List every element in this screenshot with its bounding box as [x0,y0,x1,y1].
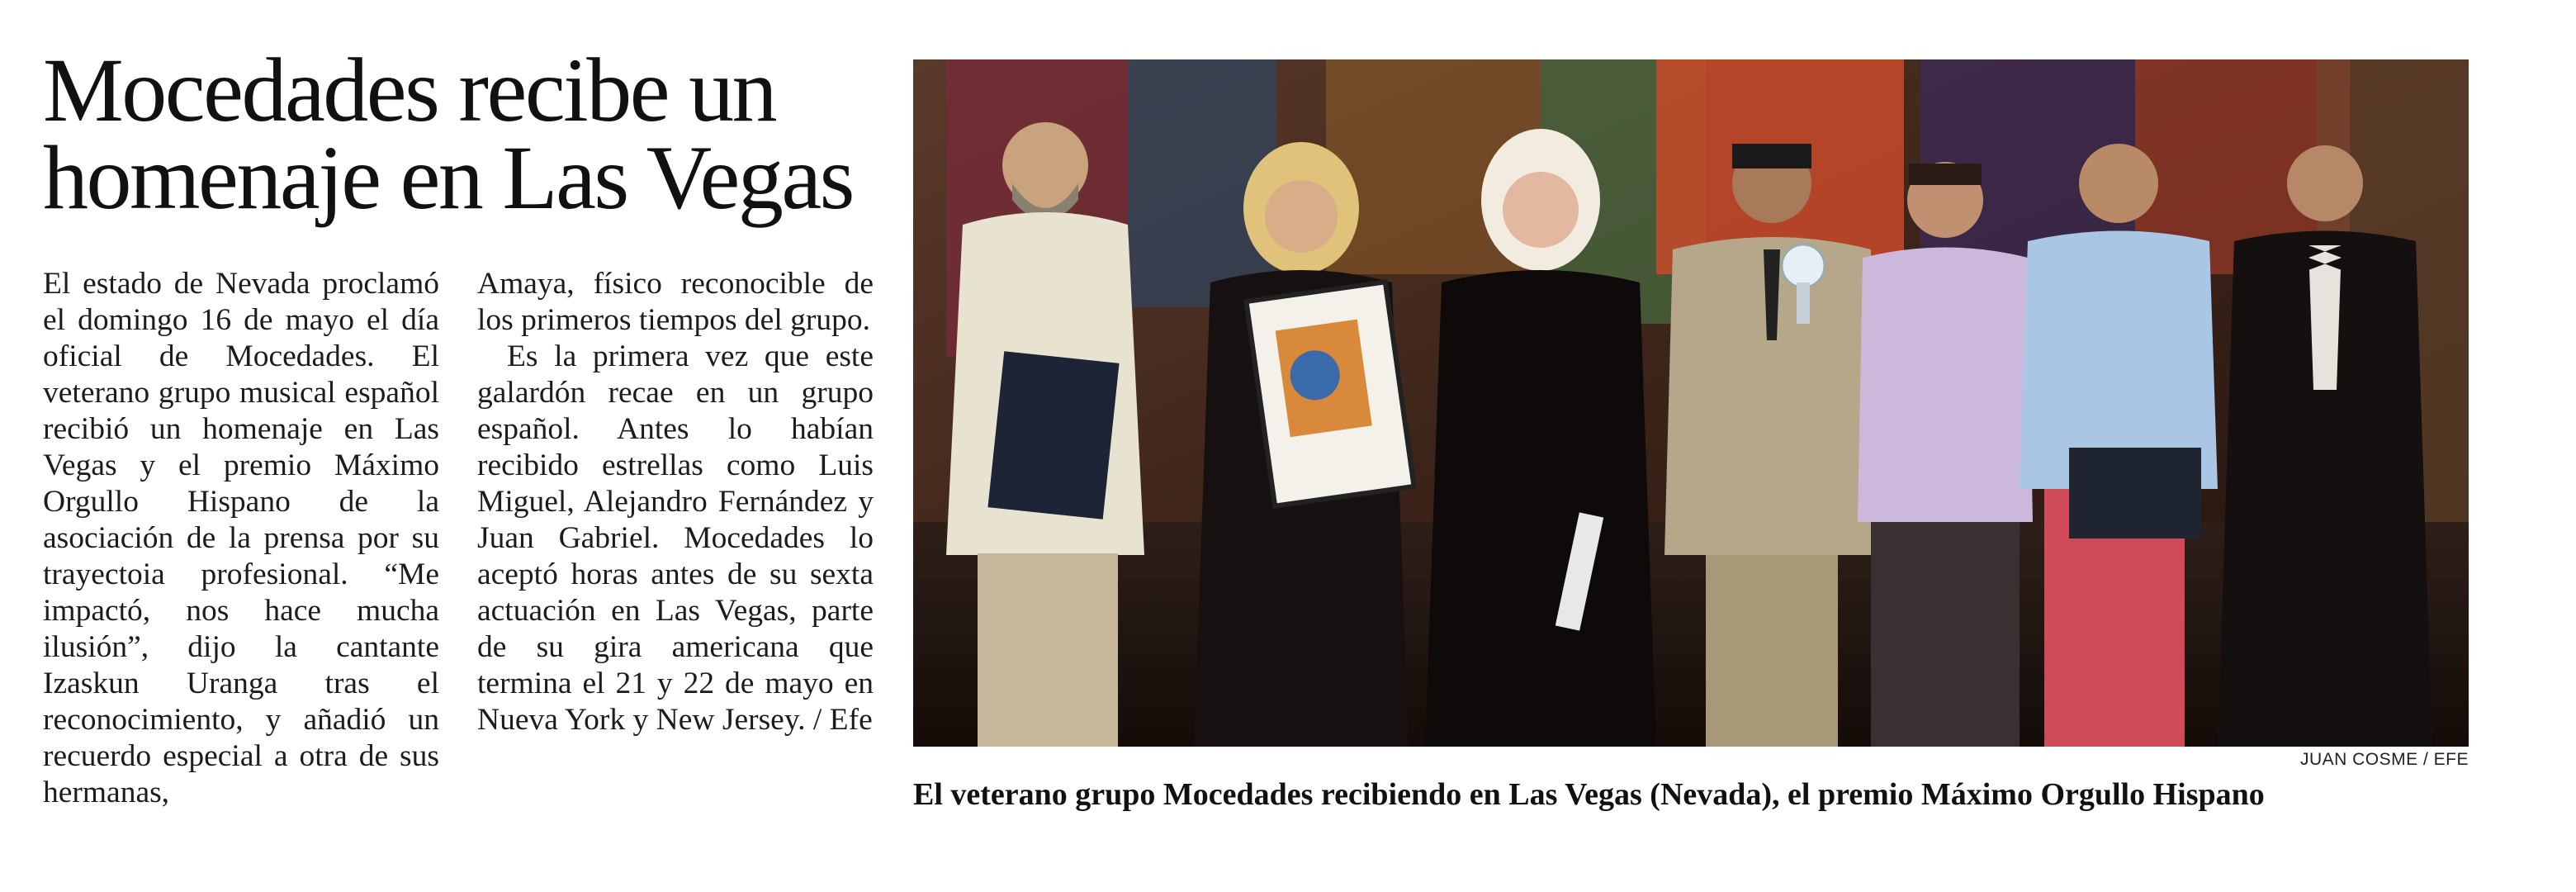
photo-caption: El veterano grupo Mocedades recibiendo en Las Vegas (Nevada), el premio Máximo Orgullo Hispano [913,777,2265,812]
news-photo [913,59,2469,747]
headline-line-1: Mocedades recibe un [43,40,776,140]
body-paragraph-2: Es la primera vez que este galardón recae en un grupo español. Antes lo habían recibido estrellas como Luis Miguel, Alejandro Fernández y Juan Gabriel. Mocedades lo aceptó horas antes de su sexta actuación en Las Vegas, parte de su gira americana que termina el 21 y 22 de mayo en Nueva York y New Jersey. / Efe [477,339,874,737]
headline-line-2: homenaje en Las Vegas [43,127,853,228]
article-headline [43,40,902,228]
body-paragraph-1: El estado de Nevada proclamó el domingo 16 de mayo el día oficial de Mocedades. El veterano grupo musical español recibió un homenaje en Las Vegas y el premio Máximo Orgullo Hispano de la asociación de la prensa por su trayectoia profesional. “Me impactó, nos hace mucha ilusión”, dijo la cantante Izaskun Uranga tras el reconocimiento, y añadió un recuerdo especial a otra de sus hermanas, [43,267,439,809]
article-column-1 [43,266,439,811]
body-paragraph-1-continued: Amaya, físico reconocible de los primeros tiempos del grupo. [477,267,874,337]
photo-credit: JUAN COSME / EFE [2299,750,2469,769]
article-column-2 [477,266,874,738]
award-ceremony-photo [913,59,2469,747]
